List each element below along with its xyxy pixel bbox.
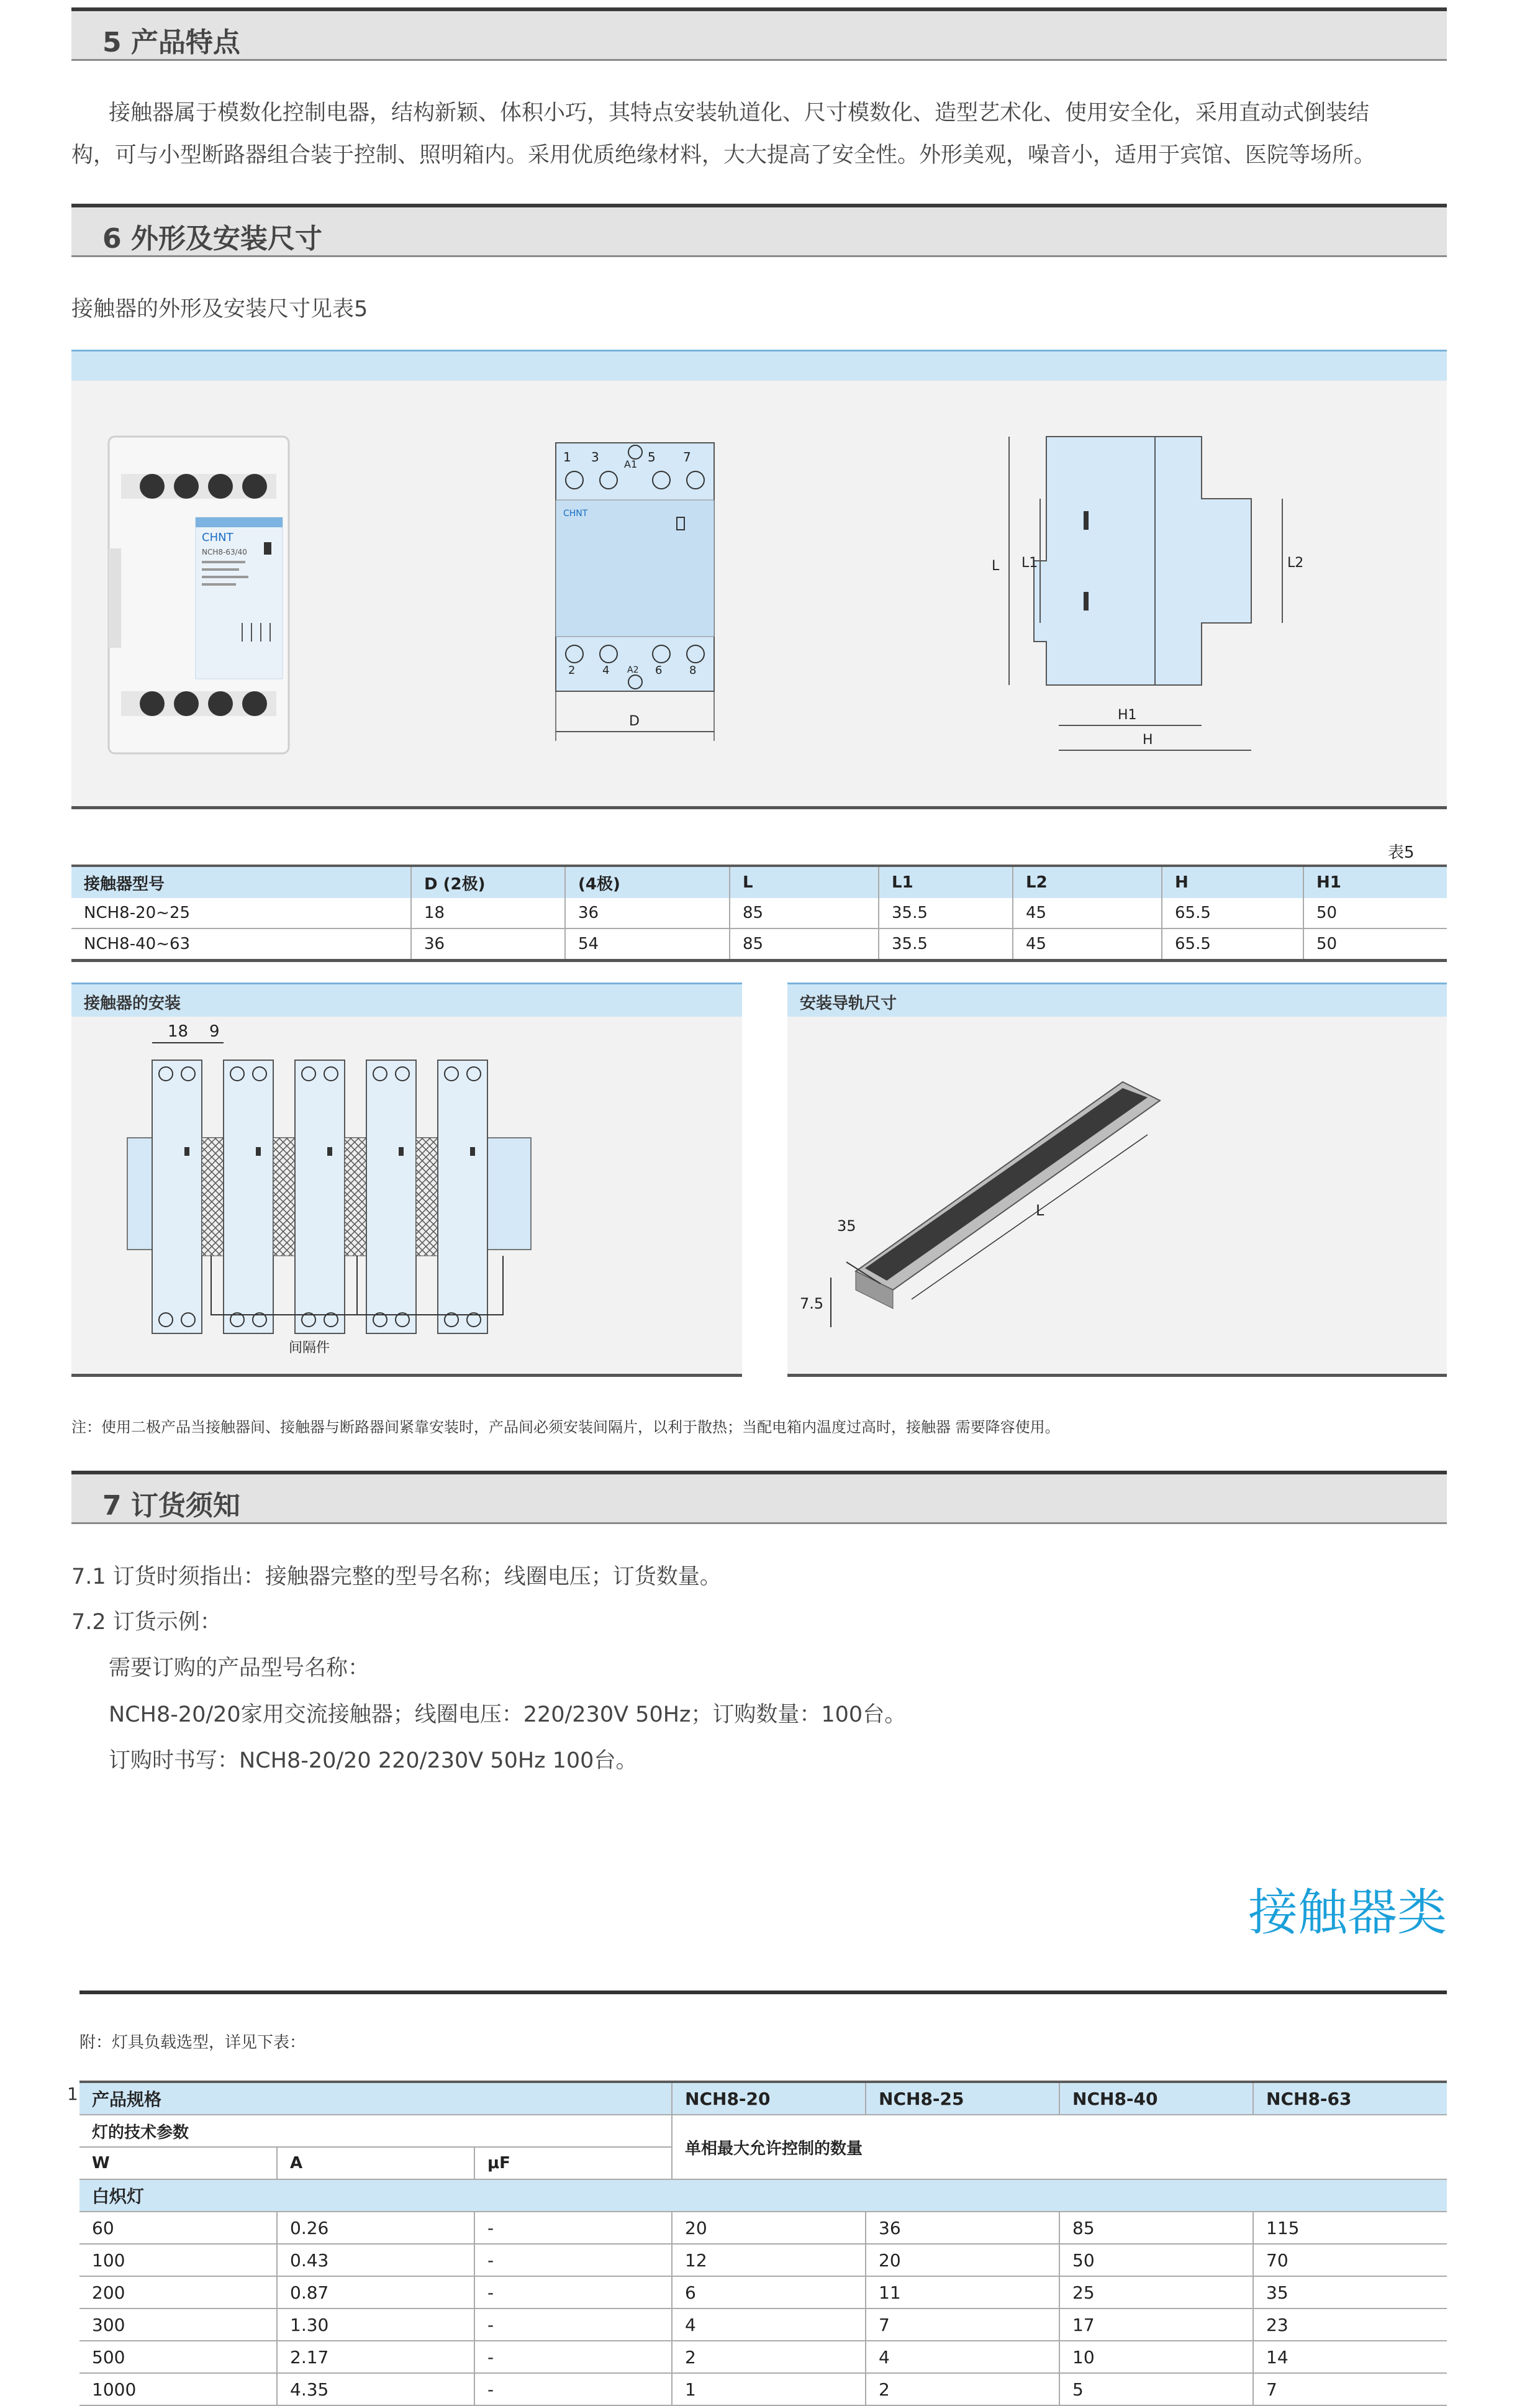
contactor-module bbox=[438, 1060, 487, 1333]
rail-figure-drawing bbox=[787, 1017, 1447, 1377]
dim-L: L bbox=[992, 558, 1000, 574]
lamp-table bbox=[79, 2081, 1447, 2406]
cell: - bbox=[474, 2308, 672, 2341]
cell: 60 bbox=[79, 2212, 277, 2244]
table5-cell: 45 bbox=[1013, 898, 1162, 928]
rail-dim-L: L bbox=[1036, 1202, 1044, 1219]
section-6-text: 接触器的外形及安装尺寸见表5 bbox=[71, 297, 368, 322]
table5-cell: 65.5 bbox=[1162, 898, 1303, 928]
table5-cell: 18 bbox=[411, 898, 565, 928]
lamp-intro: 附：灯具负载选型，详见下表： bbox=[79, 2033, 306, 2052]
model-header: NCH8-40 bbox=[1059, 2082, 1253, 2115]
model-header: NCH8-63 bbox=[1253, 2082, 1447, 2115]
section-5-title: 5 产品特点 bbox=[102, 27, 240, 58]
table-row bbox=[79, 2341, 1447, 2373]
cell: 20 bbox=[672, 2212, 866, 2244]
cell: 115 bbox=[1253, 2212, 1447, 2244]
table5-cell: NCH8-20~25 bbox=[71, 898, 411, 928]
cell: 11 bbox=[866, 2276, 1059, 2308]
table-row bbox=[79, 2276, 1447, 2308]
cell: 1000 bbox=[79, 2373, 277, 2405]
front-tA2: A2 bbox=[627, 665, 639, 675]
cell: 1.30 bbox=[277, 2308, 474, 2341]
cell: 0.26 bbox=[277, 2212, 474, 2244]
table5-caption: 表5 bbox=[1388, 843, 1415, 862]
spec-label: 产品规格 bbox=[79, 2082, 672, 2115]
contactor-side-view bbox=[992, 437, 1303, 750]
cell: 50 bbox=[1059, 2244, 1253, 2276]
rail-figure-panel bbox=[787, 983, 1447, 1377]
front-t1: 1 bbox=[563, 450, 571, 465]
table-row bbox=[79, 2308, 1447, 2341]
table5-cell: 36 bbox=[411, 928, 565, 961]
cell: 23 bbox=[1253, 2308, 1447, 2341]
cell: 2.17 bbox=[277, 2341, 474, 2373]
divider bbox=[79, 1991, 1447, 1994]
cell: 7 bbox=[866, 2308, 1059, 2341]
spacer-label: 间隔件 bbox=[289, 1340, 330, 1356]
section-5-text-line1: 接触器属于模数化控制电器，结构新颖、体积小巧，其特点安装轨道化、尺寸模数化、造型艺术化、使用安全化，采用直动式倒装结 bbox=[109, 101, 1370, 125]
order-line4: NCH8-20/20家用交流接触器；线圈电压：220/230V 50Hz；订购数量：100台。 bbox=[109, 1702, 907, 1727]
section-6-header bbox=[71, 204, 1447, 257]
cell: 4 bbox=[866, 2341, 1059, 2373]
table5 bbox=[71, 865, 1447, 962]
contactor-module bbox=[152, 1060, 224, 1333]
cell: 17 bbox=[1059, 2308, 1253, 2341]
table5-header: 接触器型号 bbox=[71, 866, 411, 898]
cell: 7 bbox=[1253, 2373, 1447, 2405]
table5-header: L2 bbox=[1013, 866, 1162, 898]
front-t8: 8 bbox=[689, 664, 697, 677]
cell: - bbox=[474, 2212, 672, 2244]
table5-cell: 35.5 bbox=[879, 928, 1013, 961]
table5-cell: 65.5 bbox=[1162, 928, 1303, 961]
cell: 2 bbox=[672, 2341, 866, 2373]
contactor-module bbox=[366, 1060, 438, 1333]
cell: 10 bbox=[1059, 2341, 1253, 2373]
table5-cell: 35.5 bbox=[879, 898, 1013, 928]
unit-A: A bbox=[277, 2147, 474, 2179]
lamp-header-row bbox=[79, 2082, 1447, 2115]
contactor-module bbox=[224, 1060, 295, 1333]
table-row bbox=[71, 898, 1447, 928]
table5-cell: 50 bbox=[1303, 928, 1447, 961]
front-t2: 2 bbox=[568, 664, 576, 677]
order-line5: 订购时书写：NCH8-20/20 220/230V 50Hz 100台。 bbox=[109, 1748, 638, 1773]
front-tA1: A1 bbox=[624, 458, 638, 470]
cell: 0.43 bbox=[277, 2244, 474, 2276]
order-line1: 7.1 订货时须指出：接触器完整的型号名称；线圈电压；订货数量。 bbox=[71, 1564, 722, 1589]
section-5-text-line2: 构，可与小型断路器组合装于控制、照明箱内。采用优质绝缘材料，大大提高了安全性。外形美观，噪音小，适用于宾馆、医院等场所。 bbox=[71, 143, 1376, 168]
install-figure-drawing bbox=[71, 1017, 742, 1377]
lamp-group-row bbox=[79, 2179, 1447, 2212]
page-marker: 1 bbox=[67, 2084, 78, 2104]
cell: 200 bbox=[79, 2276, 277, 2308]
rail-figure-bar bbox=[787, 983, 1447, 1017]
rail-figure-title: 安装导轨尺寸 bbox=[800, 994, 897, 1013]
rail-dim-7.5: 7.5 bbox=[800, 1295, 824, 1312]
cell: 5 bbox=[1059, 2373, 1253, 2405]
table-row bbox=[79, 2212, 1447, 2244]
table5-cell: 85 bbox=[730, 898, 879, 928]
cell: 300 bbox=[79, 2308, 277, 2341]
section-5-header bbox=[71, 7, 1447, 61]
dim-H: H bbox=[1143, 732, 1153, 748]
install-figure-bar bbox=[71, 983, 742, 1017]
section-6-title: 6 外形及安装尺寸 bbox=[102, 223, 322, 255]
table5-cell: 85 bbox=[730, 928, 879, 961]
cell: - bbox=[474, 2276, 672, 2308]
cell: 100 bbox=[79, 2244, 277, 2276]
product-figure-bar bbox=[71, 350, 1447, 381]
table5-cell: 36 bbox=[565, 898, 730, 928]
table5-header: H1 bbox=[1303, 866, 1447, 898]
photo-model: NCH8-63/40 bbox=[202, 548, 247, 556]
tech-label: 灯的技术参数 bbox=[79, 2115, 672, 2147]
cell: 85 bbox=[1059, 2212, 1253, 2244]
cell: 0.87 bbox=[277, 2276, 474, 2308]
model-header: NCH8-25 bbox=[866, 2082, 1059, 2115]
front-t3: 3 bbox=[591, 450, 599, 465]
cell: 70 bbox=[1253, 2244, 1447, 2276]
front-t7: 7 bbox=[683, 450, 691, 465]
cell: 25 bbox=[1059, 2276, 1253, 2308]
max-label: 单相最大允许控制的数量 bbox=[672, 2115, 1447, 2179]
cell: - bbox=[474, 2341, 672, 2373]
cell: 4 bbox=[672, 2308, 866, 2341]
table5-header: D (2极) bbox=[411, 866, 565, 898]
unit-uF: μF bbox=[474, 2147, 672, 2179]
lamp-subheader-row bbox=[79, 2115, 1447, 2147]
order-line3: 需要订购的产品型号名称： bbox=[109, 1656, 370, 1681]
table5-cell: 50 bbox=[1303, 898, 1447, 928]
contactor-module bbox=[295, 1060, 366, 1333]
table5-header: (4极) bbox=[565, 866, 730, 898]
category-title: 接触器类 bbox=[1248, 1884, 1447, 1941]
table-row bbox=[79, 2244, 1447, 2276]
cell: - bbox=[474, 2244, 672, 2276]
table5-header: L1 bbox=[879, 866, 1013, 898]
cell: 12 bbox=[672, 2244, 866, 2276]
table5-header: H bbox=[1162, 866, 1303, 898]
table5-header: L bbox=[730, 866, 879, 898]
install-dim-18: 18 bbox=[168, 1022, 189, 1041]
rail-dim-35: 35 bbox=[837, 1217, 856, 1235]
cell: 36 bbox=[866, 2212, 1059, 2244]
table5-cell: NCH8-40~63 bbox=[71, 928, 411, 961]
model-header: NCH8-20 bbox=[672, 2082, 866, 2115]
table-row bbox=[79, 2373, 1447, 2405]
dim-L2: L2 bbox=[1287, 555, 1304, 571]
photo-brand: CHNT bbox=[202, 531, 233, 544]
table5-cell: 45 bbox=[1013, 928, 1162, 961]
cell: 14 bbox=[1253, 2341, 1447, 2373]
order-line2: 7.2 订货示例： bbox=[71, 1610, 222, 1635]
unit-W: W bbox=[79, 2147, 277, 2179]
section-7-title: 7 订货须知 bbox=[102, 1490, 240, 1522]
dim-D: D bbox=[629, 714, 640, 729]
contactor-front-view bbox=[556, 443, 714, 741]
install-figure-panel bbox=[71, 983, 742, 1377]
product-figure-drawing bbox=[71, 381, 1447, 809]
cell: 500 bbox=[79, 2341, 277, 2373]
group-label: 白炽灯 bbox=[79, 2179, 1447, 2212]
table5-cell: 54 bbox=[565, 928, 730, 961]
install-figure-title: 接触器的安装 bbox=[84, 994, 181, 1013]
table5-header-row bbox=[71, 866, 1447, 898]
contactor-photo bbox=[109, 437, 289, 753]
cell: 20 bbox=[866, 2244, 1059, 2276]
cell: 2 bbox=[866, 2373, 1059, 2405]
cell: 4.35 bbox=[277, 2373, 474, 2405]
install-dim-9: 9 bbox=[209, 1022, 220, 1041]
front-t5: 5 bbox=[648, 450, 656, 465]
dim-H1: H1 bbox=[1118, 707, 1137, 723]
install-note: 注：使用二极产品当接触器间、接触器与断路器间紧靠安装时，产品间必须安装间隔片，以利于散热；当配电箱内温度过高时，接触器 需要降容使用。 bbox=[71, 1419, 1060, 1436]
cell: 35 bbox=[1253, 2276, 1447, 2308]
dim-L1: L1 bbox=[1021, 555, 1038, 571]
section-7-header bbox=[71, 1471, 1447, 1524]
cell: 6 bbox=[672, 2276, 866, 2308]
cell: - bbox=[474, 2373, 672, 2405]
front-t6: 6 bbox=[655, 664, 663, 677]
product-figure-panel bbox=[71, 350, 1447, 809]
front-t4: 4 bbox=[602, 664, 610, 677]
table-row bbox=[71, 928, 1447, 961]
cell: 1 bbox=[672, 2373, 866, 2405]
front-brand: CHNT bbox=[563, 509, 588, 519]
